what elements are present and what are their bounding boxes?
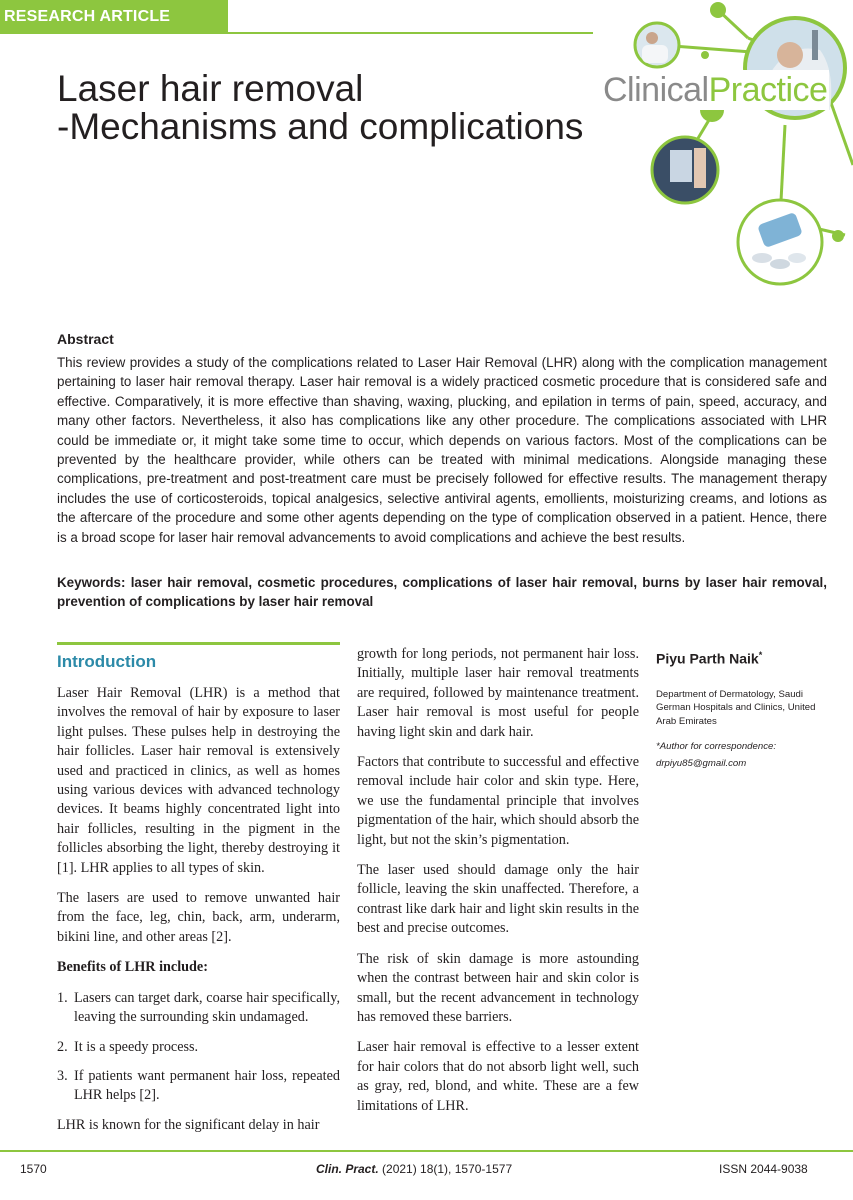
paragraph: Laser Hair Removal (LHR) is a method that involves the removal of hair by exposure to laser light pulses. These pulses help in destroying the hair follicles. Laser hair removal is extensively used and practiced in clinics, as well as homes using various devices with advanced technology devices. It beams highly concentrated light into hair follicles, resulting in the pigment in the follicles absorbing the light, thereby destroying it [1]. LHR applies to all types of skin. [57,685,340,876]
benefits-heading: Benefits of LHR include: [57,959,208,976]
page-number: 1570 [20,1162,47,1176]
abstract-text: This review provides a study of the complications related to Laser Hair Removal (LHR) along with the complication management pertaining to laser hair removal therapy. Laser hair removal is a widely practiced cosmetic procedure that is considered safe and effective. Comparatively, it is more effective than shaving, waxing, plucking, and epilation in terms of pain, speed, accuracy, and many other factors. Nevertheless, it also has complications like any other procedure. The complications associated with LHR could be immediate or, it might take some time to occur, which depends on various factors. Most of the complications can be prevented by the healthcare provider, while others can be treated with minimal medications. Alongside managing these complications, pre-treatment and post-treatment care must be precisely followed for effective results. The management therapy includes the use of corticosteroids, topical analgesics, selective antiviral agents, emollients, moisturizing creams, and lotions as the aftercare of the procedure and some other agents depending on the type of complication observed in a patient. Hence, there is a broad scope for laser hair removal advancements to avoid complications and achieve the best results. [57,355,827,545]
list-item [57,1038,340,1057]
introduction-rule [57,642,340,645]
paragraph: Factors that contribute to successful and effective removal include hair color and skin type. Here, we use the fundamental principle that involves pigmentation of the hair, which should absorb the light, but not the skin’s pigmentation. [357,754,639,848]
benefits-list [57,989,340,1106]
title-line-1: Laser hair removal [57,68,364,109]
introduction-heading: Introduction [57,652,157,671]
title-line-2: -Mechanisms and complications [57,106,584,147]
abstract-heading: Abstract [57,331,114,347]
keywords: Keywords: laser hair removal, cosmetic procedures, complications of laser hair removal, burns by laser hair removal, prevention of complications by laser hair removal [57,575,827,609]
brand-word-clinical: Clinical [603,71,709,109]
issn: ISSN 2044-9038 [719,1162,808,1176]
author-correspondence: *Author for correspondence: [656,741,776,753]
node-dot [701,51,709,59]
column-1 [57,642,340,1146]
article-title [57,70,657,146]
footer-divider [0,1150,853,1152]
node-dot [832,230,844,242]
list-text: It is a speedy process. [74,1038,199,1055]
citation-text: (2021) 18(1), 1570-1577 [378,1162,513,1176]
list-item [57,989,340,1028]
header-graphic [590,0,853,300]
paragraph: The lasers are used to remove unwanted hair from the face, leg, chin, back, arm, underarm, bikini line, and other areas [2]. [57,890,340,945]
paragraph: LHR is known for the significant delay in hair [57,1116,320,1133]
author-name [656,646,826,668]
list-text: Lasers can target dark, coarse hair specifically, leaving the surrounding skin undamaged. [74,989,340,1026]
paragraph: growth for long periods, not permanent hair loss. Initially, multiple laser hair removal treatments are required, followed by maintenance treatment. Laser hair removal is most useful for people having light skin and dark hair. [357,646,639,740]
author-email[interactable]: drpiyu85@gmail.com [656,757,747,769]
journal-citation [316,1162,512,1176]
list-text: If patients want permanent hair loss, repeated LHR helps [2]. [74,1067,340,1104]
list-number: 2. [57,1038,68,1055]
author-mark: * [758,650,763,660]
header-divider [228,32,593,34]
list-number: 3. [57,1067,68,1084]
paragraph: The risk of skin damage is more astounding when the contrast between hair and skin color is small, but the recent advancement in technology has removed these barriers. [357,950,639,1025]
author-name-text: Piyu Parth Naik [656,650,759,667]
list-item [57,1067,340,1106]
author-block [656,646,826,770]
brand-word-practice: Practice [708,71,828,109]
author-department: Department of Dermatology, Saudi German Hospitals and Clinics, United Arab Emirates [656,688,816,727]
section-label: RESEARCH ARTICLE [0,0,228,34]
column-2 [357,645,639,1127]
list-number: 1. [57,989,68,1006]
journal-abbrev: Clin. Pract. [316,1162,379,1176]
node-dot [710,2,726,18]
paragraph: Laser hair removal is effective to a lesser extent for hair colors that do not absorb light well, such as gray, red, blond, and white. These are a few limitations of LHR. [357,1039,639,1114]
paragraph: The laser used should damage only the hair follicle, leaving the skin unaffected. Therefore, a contrast like dark hair and light skin results in the best and precise outcomes. [357,862,639,937]
